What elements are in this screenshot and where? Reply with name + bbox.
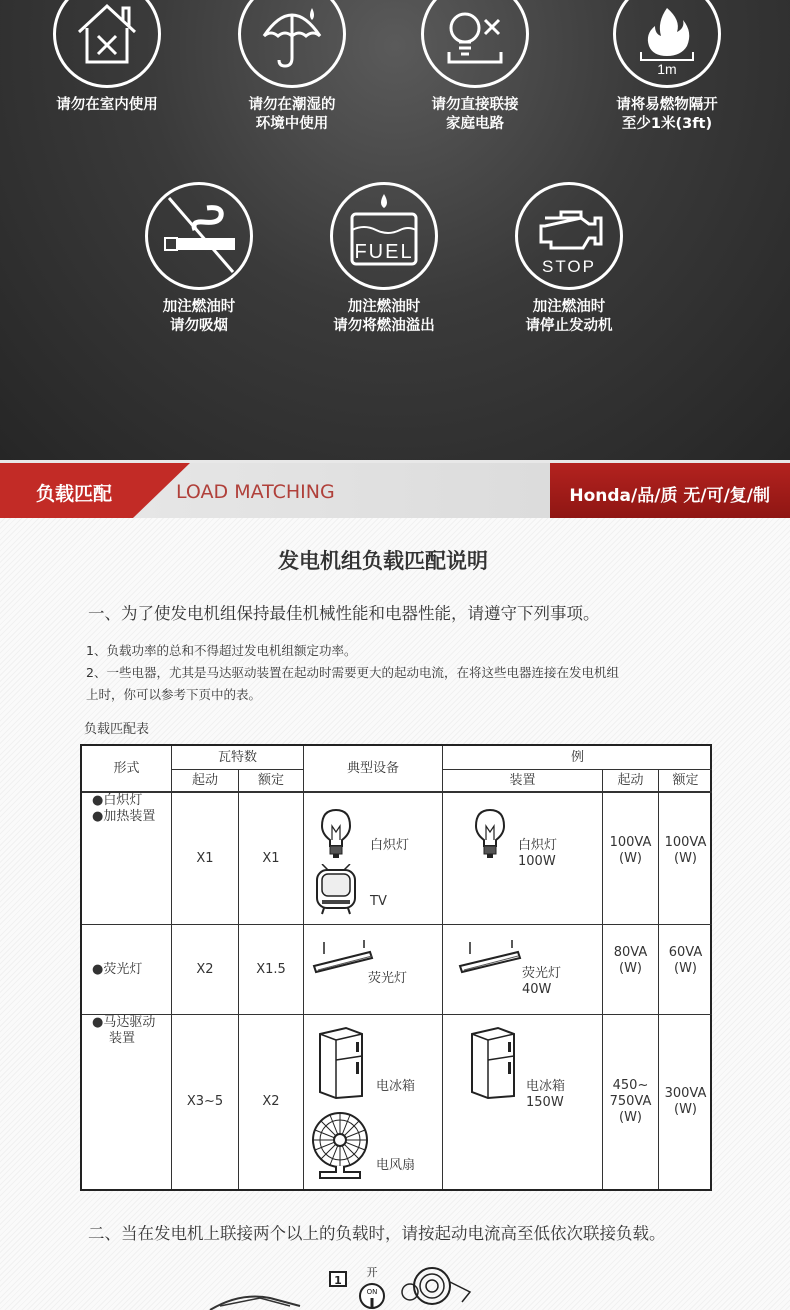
value-line: 80VA [613, 945, 648, 960]
row1-start: X1 [196, 850, 214, 866]
header-example: 例 [570, 749, 584, 765]
caption-line: 加注燃油时 [347, 299, 421, 315]
distance-label: 1m [657, 61, 677, 76]
header-form: 形式 [113, 760, 140, 776]
doc-title: 发电机组负载匹配说明 [278, 549, 488, 573]
safety-item-engine [514, 182, 624, 336]
typical-label: 电冰箱 [376, 1079, 416, 1094]
table-grid-line [303, 746, 304, 1189]
value-line: 450~ [612, 1078, 649, 1093]
safety-item-indoor [52, 0, 162, 115]
form-line: 装置 [109, 1031, 136, 1046]
caption-line: 请勿在潮湿的 [248, 97, 336, 113]
umbrella-rain-icon [238, 0, 346, 88]
device-label [526, 1079, 565, 1111]
value-line: 300VA [664, 1086, 707, 1101]
connection-order-illustration [200, 1262, 480, 1310]
light-bulb-icon [318, 808, 354, 860]
row1-ex-rated [659, 793, 712, 913]
safety-caption: 请勿在室内使用 [56, 97, 158, 113]
header-device: 装置 [509, 772, 536, 788]
row3-form [92, 1015, 171, 1189]
form-line: ●马达驱动 [92, 1015, 156, 1030]
caption-line: 请将易燃物隔开 [616, 97, 718, 113]
fluorescent-lamp-icon [310, 940, 374, 976]
row1-rated: X1 [262, 850, 280, 866]
form-line: ●白炽灯 [92, 793, 143, 808]
header-ex-start: 起动 [617, 772, 644, 788]
value-line: (W) [619, 1110, 642, 1125]
device-line: 150W [526, 1095, 564, 1110]
row1-ex-start [603, 793, 658, 913]
typical-label: 电风扇 [376, 1158, 416, 1173]
caption-line: 请勿吸烟 [170, 318, 228, 334]
header-typical: 典型设备 [346, 760, 399, 776]
safety-caption [484, 298, 654, 336]
form-line: ●荧光灯 [92, 961, 143, 977]
row3-ex-rated [659, 1015, 712, 1189]
no-smoking-icon [145, 182, 253, 290]
safety-item-fuel [329, 182, 439, 336]
device-line: 电冰箱 [526, 1079, 566, 1094]
device-label [518, 838, 557, 870]
header-rated: 额定 [257, 772, 284, 788]
header-ex-rated: 额定 [672, 772, 699, 788]
banner-title-en: LOAD MATCHING [176, 481, 335, 503]
header-start: 起动 [191, 772, 218, 788]
caption-line: 加注燃油时 [532, 299, 606, 315]
safety-item-damp [237, 0, 347, 134]
fuel-label: FUEL [354, 241, 414, 263]
row3-ex-start [603, 1015, 658, 1189]
device-label [522, 966, 561, 998]
typical-label: TV [370, 894, 387, 909]
heading-1: 一、为了使发电机组保持最佳机械性能和电器性能，请遵守下列事项。 [88, 604, 600, 623]
paragraph-2b: 上时，你可以参考下页中的表。 [86, 687, 262, 702]
table-caption: 负载匹配表 [84, 722, 150, 737]
paragraph-1: 1、负载功率的总和不得超过发电机组额定功率。 [86, 643, 357, 658]
engine-stop-icon [515, 182, 623, 290]
stop-label: STOP [542, 257, 596, 276]
safety-caption [207, 96, 377, 134]
value-line: 100VA [664, 835, 707, 850]
safety-caption [390, 96, 560, 134]
caption-line: 请勿直接联接 [431, 97, 519, 113]
tv-icon [314, 864, 358, 916]
typical-label: 白炽灯 [370, 838, 410, 853]
safety-caption [114, 298, 284, 336]
value-line: 750VA [609, 1094, 652, 1109]
no-household-circuit-icon [421, 0, 529, 88]
fuel-tank-icon [330, 182, 438, 290]
row3-start: X3~5 [186, 1094, 224, 1109]
no-indoor-house-icon [53, 0, 161, 88]
value-line: 100VA [609, 835, 652, 850]
on-label-en: ON [366, 1288, 378, 1296]
row2-ex-start [603, 925, 658, 1014]
caption-line: 环境中使用 [255, 116, 329, 132]
value-line: (W) [619, 851, 642, 866]
banner-slogan: Honda/品/质 无/可/复/制 [569, 486, 770, 506]
safety-item-circuit [420, 0, 530, 134]
step-number: 1 [334, 1274, 342, 1287]
caption-line: 请停止发动机 [525, 318, 613, 334]
device-line: 100W [518, 854, 556, 869]
device-line: 白炽灯 [518, 838, 558, 853]
caption-line: 加注燃油时 [162, 299, 236, 315]
device-line: 荧光灯 [522, 966, 562, 981]
load-matching-table [80, 744, 712, 1191]
caption-line: 家庭电路 [446, 116, 504, 132]
row2-form [92, 925, 171, 1014]
typical-label: 荧光灯 [368, 971, 408, 986]
heading-2: 二、当在发电机上联接两个以上的负载时，请按起动电流高至低依次联接负载。 [88, 1224, 666, 1243]
value-line: (W) [619, 961, 642, 976]
row3-rated: X2 [262, 1094, 280, 1109]
value-line: (W) [674, 961, 697, 976]
header-wattage: 瓦特数 [217, 749, 257, 765]
paragraph-2a: 2、一些电器，尤其是马达驱动装置在起动时需要更大的起动电流，在将这些电器连接在发电机组 [86, 665, 619, 680]
form-line: ●加热装置 [92, 809, 156, 824]
row2-start: X2 [196, 961, 214, 977]
refrigerator-icon [468, 1026, 518, 1100]
safety-caption [299, 298, 469, 336]
safety-caption [582, 96, 752, 134]
caption-line: 至少1米(3ft) [621, 116, 713, 132]
row2-ex-rated [659, 925, 712, 1014]
device-line: 40W [522, 982, 552, 997]
safety-item-smoking [144, 182, 254, 336]
flammable-distance-icon [613, 0, 721, 88]
row1-form [92, 793, 171, 924]
safety-item-flammable [612, 0, 722, 134]
fluorescent-lamp-icon [456, 940, 522, 976]
refrigerator-icon [316, 1026, 366, 1100]
row2-rated: X1.5 [256, 961, 286, 977]
value-line: (W) [674, 1102, 697, 1117]
light-bulb-icon [472, 808, 508, 860]
value-line: 60VA [668, 945, 703, 960]
on-label-cn: 开 [366, 1266, 378, 1279]
section-banner [0, 460, 790, 518]
banner-title-cn: 负载匹配 [36, 483, 113, 505]
safety-section [0, 0, 790, 460]
value-line: (W) [674, 851, 697, 866]
caption-line: 请勿将燃油溢出 [333, 318, 435, 334]
table-grid-line [442, 746, 443, 1189]
electric-fan-icon [310, 1110, 372, 1180]
